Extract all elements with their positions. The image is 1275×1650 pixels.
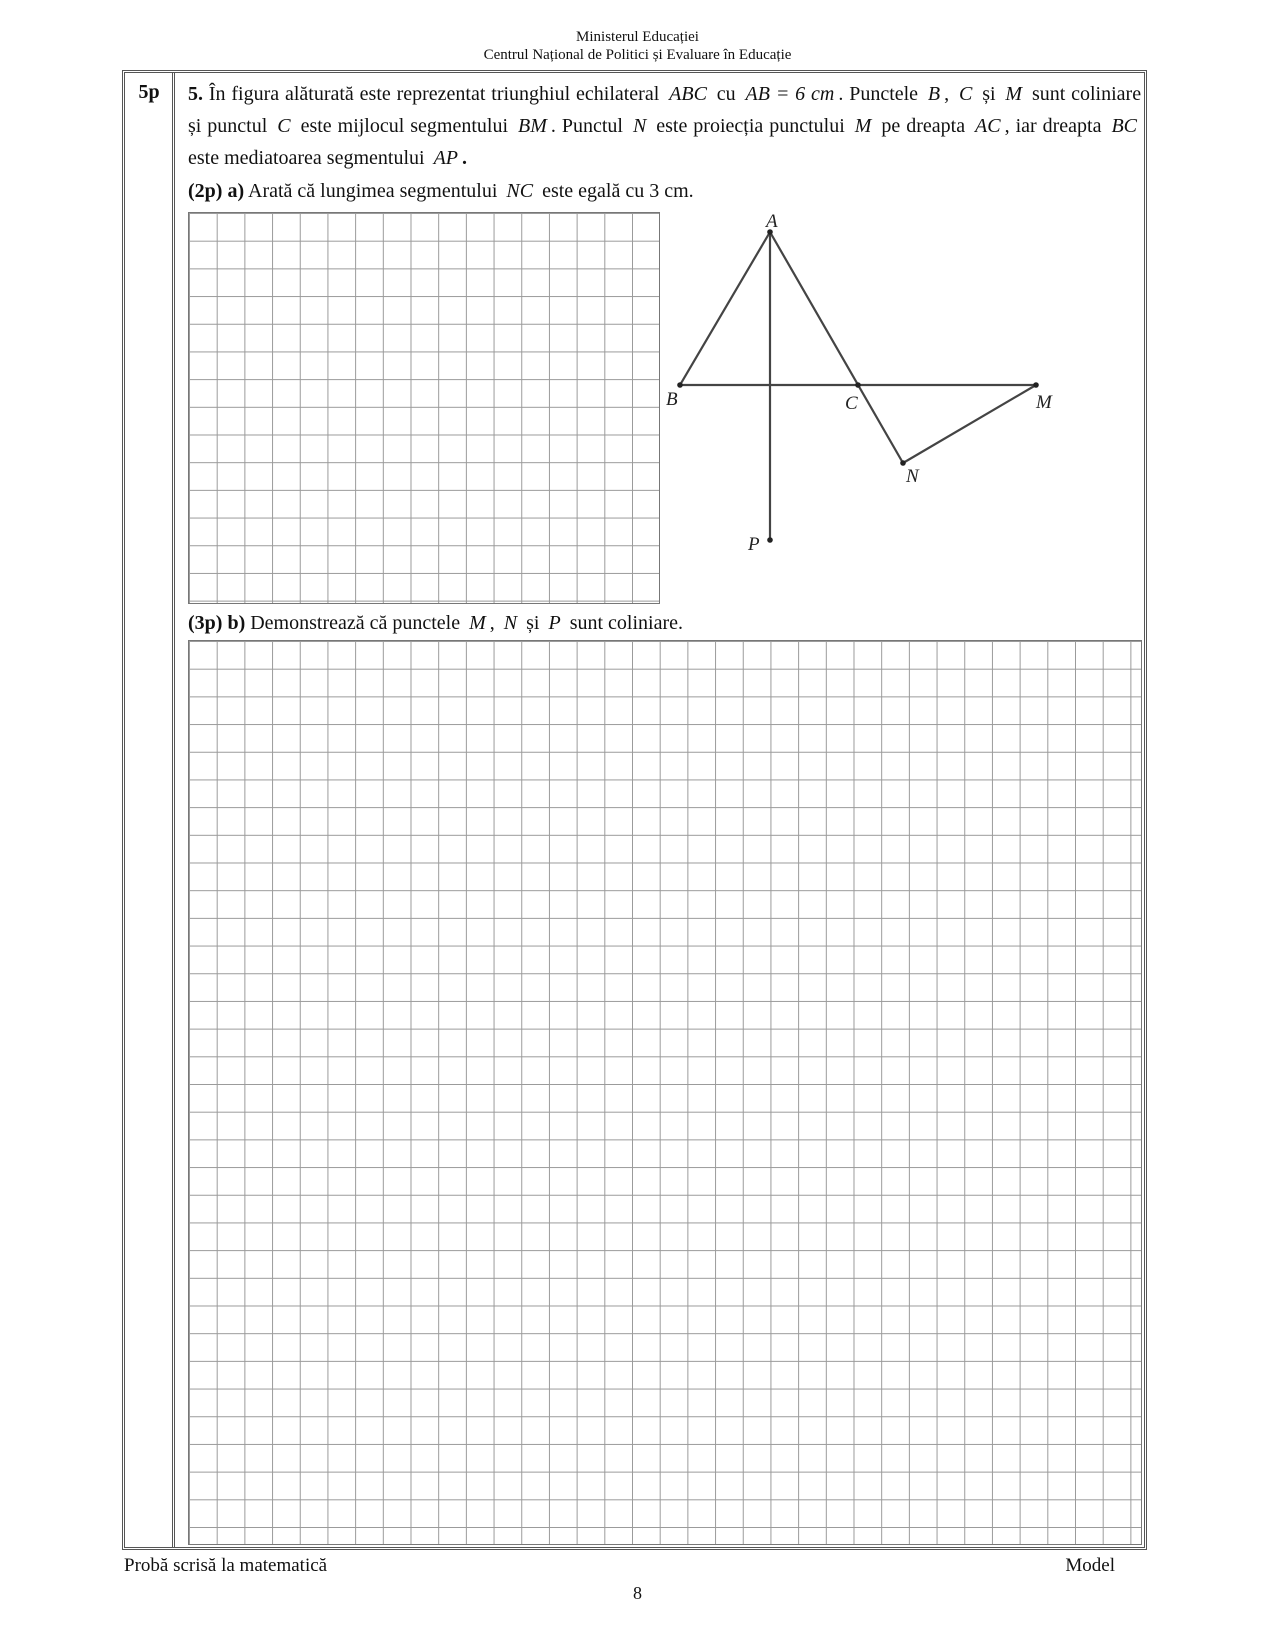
point-M [1033,382,1039,388]
problem-number: 5. [188,83,203,105]
point-P [767,537,773,543]
ministry-name: Ministerul Educației [576,29,699,45]
part-a-prompt [188,176,694,206]
text: sunt coliniare și punctul [188,83,1142,137]
label-P: P [748,534,760,555]
math-value: 3 cm [649,180,689,202]
footer-exam-title: Probă scrisă la matematică [124,1555,328,1576]
geometry-figure [666,211,1130,585]
text: sunt coliniare. [569,612,684,634]
text: și [982,83,996,105]
label-M: M [1036,392,1052,413]
text: , [489,612,495,634]
math-ABC: ABC [669,83,707,105]
label-N: N [906,466,919,487]
text: este proiecția punctului [656,115,845,137]
math-P: P [548,612,561,634]
text: pe dreapta [881,115,966,137]
text: . Punctele [838,83,919,105]
math-C: C [277,115,291,137]
text: . [462,147,468,169]
point-N [900,460,906,466]
document-header [0,28,1275,64]
text: și [526,612,540,634]
math-M: M [469,612,486,634]
footer-model-label: Model [1065,1555,1115,1576]
label-C: C [845,393,858,414]
text: cu [716,83,736,105]
part-a-score: (2p) a) [188,180,245,202]
label-A: A [766,211,778,232]
label-B: B [666,389,678,410]
segment-AN [770,232,903,463]
math-BM: BM [518,115,547,137]
segment-NM [903,385,1036,463]
math-M: M [1005,83,1023,105]
math-C: C [959,83,973,105]
points-column [125,73,175,1547]
math-M: M [854,115,872,137]
center-name: Centrul Național de Politici și Evaluare în Educație [483,47,792,63]
point-C [855,382,861,388]
math-AC: AC [975,115,1001,137]
math-NC: NC [506,180,534,202]
math-N: N [632,115,647,137]
math-BC: BC [1111,115,1138,137]
page-number: 8 [633,1583,642,1603]
point-B [677,382,683,388]
points-value: 5p [138,81,160,103]
text: . Punctul [550,115,623,137]
text: . [688,180,694,202]
text: este mijlocul segmentului [300,115,509,137]
math-AP: AP [433,147,459,169]
math-B: B [927,83,941,105]
answer-grid-b[interactable] [188,640,1142,1545]
text: este mediatoarea segmentului [188,147,425,169]
text: Arată că lungimea segmentului [248,180,498,202]
math-N: N [503,612,518,634]
text: , [944,83,950,105]
part-b-prompt [188,608,683,638]
math-AB: AB = 6 cm [745,83,835,105]
text: , iar dreapta [1004,115,1102,137]
part-b-score: (3p) b) [188,612,246,634]
text: În figura alăturată este reprezentat triunghiul echilateral [208,83,660,105]
text: este egală cu [542,180,645,202]
answer-grid-a[interactable] [188,212,660,604]
text: Demonstrează că punctele [250,612,461,634]
problem-statement [188,78,1141,174]
segment-AB [680,232,770,385]
